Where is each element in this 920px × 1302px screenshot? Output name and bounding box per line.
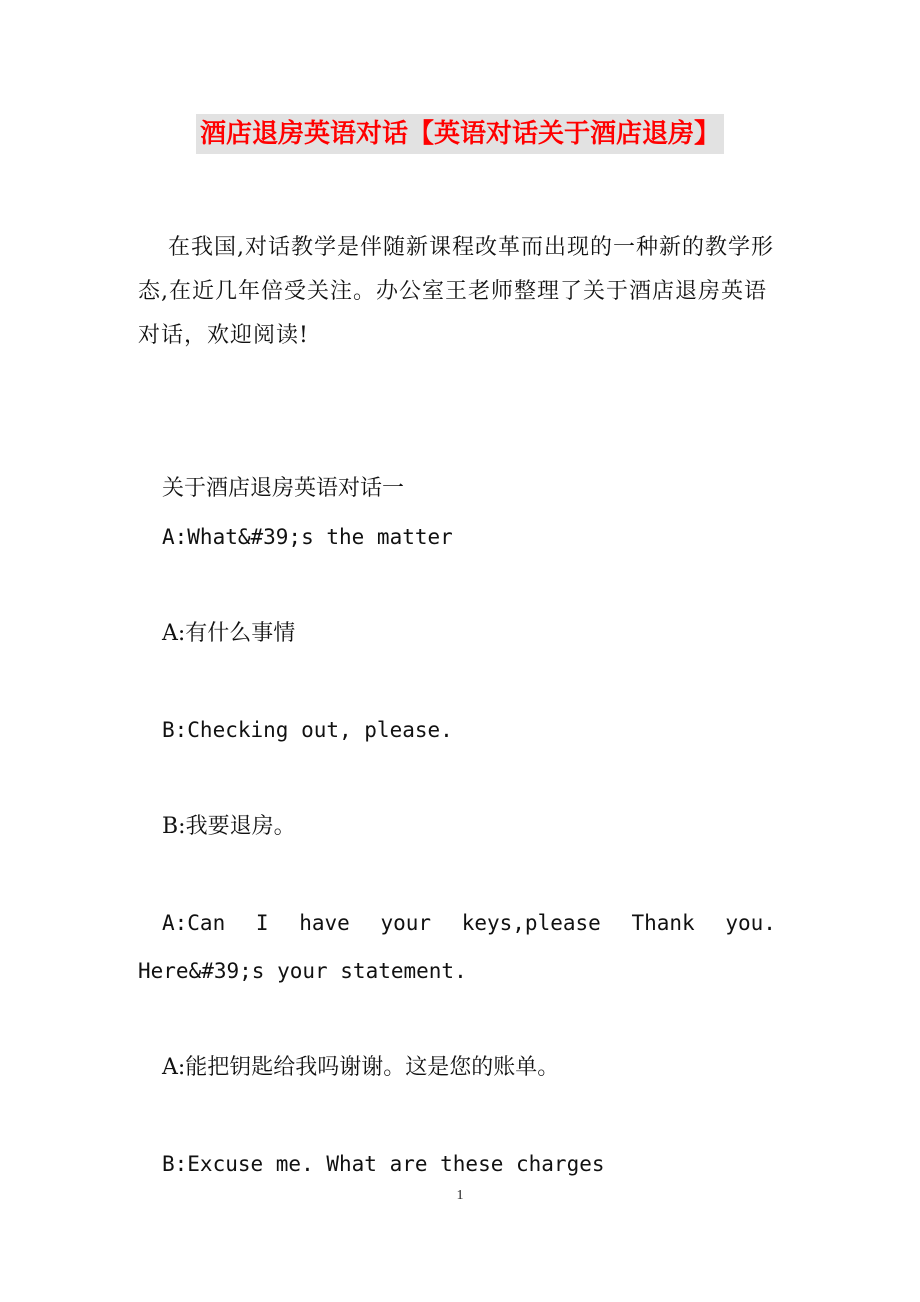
document-title: 酒店退房英语对话【英语对话关于酒店退房】 [196, 114, 724, 154]
word: Thank [631, 911, 695, 935]
dialogue-line: A:What&#39;s the matter [162, 525, 453, 549]
word: have [299, 911, 350, 935]
dialogue-line: B:Excuse me. What are these charges [162, 1152, 605, 1176]
word: I [255, 911, 269, 935]
dialogue-line-justified [162, 906, 776, 940]
page-number: 1 [456, 1188, 464, 1203]
word: your [380, 911, 432, 935]
word: you. [725, 911, 776, 935]
dialogue-line: B:我要退房。 [162, 814, 296, 839]
dialogue-line: A:有什么事情 [162, 621, 296, 646]
title-container [0, 114, 920, 154]
dialogue-line: B:Checking out, please. [162, 718, 453, 742]
dialogue-line: A:能把钥匙给我吗谢谢。这是您的账单。 [162, 1055, 560, 1080]
word: keys,please [461, 911, 601, 935]
dialogue-line-continuation: Here&#39;s your statement. [138, 959, 467, 983]
section-heading: 关于酒店退房英语对话一 [162, 476, 405, 501]
intro-paragraph: 在我国,对话教学是伴随新课程改革而出现的一种新的教学形态,在近几年倍受关注。办公室王老师整理了关于酒店退房英语对话，欢迎阅读! [138, 235, 774, 348]
word: A:Can [162, 911, 226, 935]
